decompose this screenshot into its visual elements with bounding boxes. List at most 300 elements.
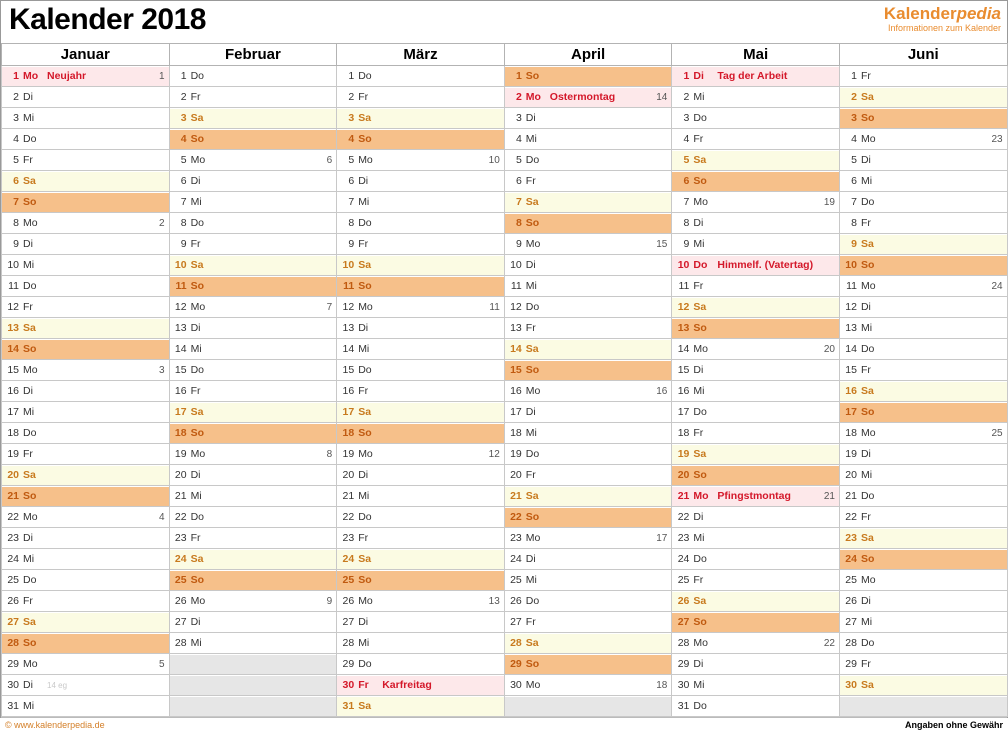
day-number: 7: [851, 196, 857, 208]
day-number: 5: [851, 154, 857, 166]
day-number: 1: [13, 70, 19, 82]
day-weekday: Sa: [693, 595, 707, 607]
day-cell: [839, 150, 1007, 171]
day-weekday: Sa: [23, 175, 36, 187]
day-number: 15: [7, 364, 19, 376]
week-number: 3: [159, 364, 165, 376]
day-weekday: Di: [525, 112, 536, 124]
day-number: 3: [13, 112, 19, 124]
day-cell: [672, 528, 840, 549]
day-weekday: Di: [860, 154, 871, 166]
day-weekday: Sa: [525, 637, 539, 649]
day-cell: [504, 192, 672, 213]
day-cell: [2, 465, 170, 486]
day-cell: [337, 591, 505, 612]
day-holiday-label: Pfingstmontag: [717, 490, 791, 502]
day-cell: [839, 444, 1007, 465]
day-number: 22: [7, 511, 19, 523]
day-number: 22: [174, 511, 187, 523]
day-number: 30: [677, 679, 690, 691]
day-number: 5: [683, 154, 690, 166]
day-number: 9: [683, 238, 690, 250]
day-cell: [337, 633, 505, 654]
day-number: 10: [7, 259, 19, 271]
brand-subtitle: Informationen zum Kalender: [887, 23, 1001, 33]
day-weekday: Fr: [358, 679, 369, 691]
day-number: 2: [515, 91, 522, 103]
day-number: 3: [683, 112, 690, 124]
week-number: 23: [991, 133, 1003, 145]
day-weekday: Fr: [525, 322, 536, 334]
day-cell: [2, 570, 170, 591]
day-number: 29: [845, 658, 857, 670]
day-number: 30: [510, 679, 522, 691]
day-weekday: Mo: [860, 427, 876, 439]
day-cell: [169, 549, 337, 570]
day-weekday: Sa: [358, 112, 372, 124]
day-number: 5: [348, 154, 355, 166]
day-weekday: Di: [693, 70, 704, 82]
brand-name-a: Kalender: [883, 4, 957, 23]
page-header: [1, 1, 1007, 43]
day-cell: [169, 87, 337, 108]
footer-copyright: © www.kalenderpedia.de: [5, 720, 105, 730]
day-number: 10: [342, 259, 355, 271]
day-number: 23: [510, 532, 522, 544]
day-cell-empty: [169, 696, 337, 717]
day-cell: [169, 66, 337, 87]
day-number: 28: [845, 637, 857, 649]
day-weekday: Mo: [525, 532, 541, 544]
calendar-row: [2, 696, 1008, 717]
day-cell: [672, 696, 840, 717]
day-cell: [504, 465, 672, 486]
day-weekday: So: [693, 469, 707, 481]
day-weekday: Di: [860, 595, 871, 607]
day-weekday: Mi: [358, 196, 370, 208]
day-number: 11: [846, 280, 857, 292]
day-cell: [839, 528, 1007, 549]
day-number: 11: [510, 280, 522, 292]
day-weekday: Di: [23, 532, 33, 544]
day-number: 9: [515, 238, 522, 250]
day-weekday: Mo: [190, 154, 206, 166]
day-cell: [839, 213, 1007, 234]
day-weekday: So: [525, 364, 540, 376]
day-number: 23: [7, 532, 19, 544]
day-weekday: So: [693, 322, 707, 334]
day-weekday: Sa: [190, 112, 204, 124]
day-weekday: Fr: [190, 385, 201, 397]
month-header-maerz: März: [337, 44, 505, 66]
day-cell: [839, 423, 1007, 444]
day-weekday: Di: [525, 259, 536, 271]
day-number: 1: [515, 70, 522, 82]
day-cell: [169, 339, 337, 360]
day-weekday: So: [190, 427, 205, 439]
day-cell: [2, 528, 170, 549]
day-cell: [2, 108, 170, 129]
calendar-row: [2, 129, 1008, 150]
day-number: 16: [510, 385, 522, 397]
calendar-row: [2, 360, 1008, 381]
day-weekday: Mo: [358, 595, 373, 607]
day-number: 17: [845, 406, 857, 418]
day-cell: [839, 381, 1007, 402]
day-weekday: Do: [693, 112, 707, 124]
day-cell: [337, 66, 505, 87]
day-holiday-label: Himmelf. (Vatertag): [717, 259, 814, 271]
day-number: 18: [174, 427, 187, 439]
calendar-row: [2, 465, 1008, 486]
day-cell: [504, 591, 672, 612]
day-number: 5: [13, 154, 19, 166]
day-cell: [672, 276, 840, 297]
day-cell: [839, 129, 1007, 150]
day-weekday: So: [190, 574, 205, 586]
day-weekday: Mi: [693, 238, 705, 250]
day-weekday: Mo: [358, 301, 373, 313]
day-cell: [672, 633, 840, 654]
day-number: 31: [342, 700, 355, 712]
day-number: 24: [342, 553, 355, 565]
day-weekday: Sa: [525, 196, 539, 208]
page-title: Kalender 2018: [9, 3, 206, 36]
day-weekday: Di: [190, 322, 201, 334]
day-weekday: Di: [860, 301, 871, 313]
day-number: 14: [677, 343, 690, 355]
day-cell: [839, 339, 1007, 360]
day-cell: [337, 549, 505, 570]
calendar-row: [2, 339, 1008, 360]
day-weekday: Fr: [190, 532, 201, 544]
day-cell: [839, 297, 1007, 318]
day-cell: [839, 465, 1007, 486]
day-number: 28: [677, 637, 690, 649]
day-weekday: Fr: [525, 175, 536, 187]
day-weekday: Fr: [358, 238, 369, 250]
day-weekday: Do: [190, 364, 205, 376]
day-number: 14: [845, 343, 857, 355]
day-cell: [2, 360, 170, 381]
day-number: 17: [677, 406, 690, 418]
day-cell: [672, 675, 840, 696]
day-weekday: Sa: [693, 154, 707, 166]
day-cell: [337, 360, 505, 381]
day-weekday: So: [190, 133, 205, 145]
day-cell: [504, 612, 672, 633]
day-cell: [2, 381, 170, 402]
day-weekday: Sa: [860, 238, 874, 250]
day-number: 24: [510, 553, 522, 565]
day-number: 27: [510, 616, 522, 628]
day-weekday: Do: [190, 511, 205, 523]
day-weekday: Fr: [860, 658, 871, 670]
day-number: 1: [683, 70, 690, 82]
day-number: 15: [174, 364, 187, 376]
calendar-row: [2, 633, 1008, 654]
day-number: 20: [677, 469, 690, 481]
day-weekday: Mo: [23, 70, 39, 82]
week-number: 10: [488, 154, 500, 166]
day-cell: [839, 570, 1007, 591]
day-holiday-label: Ostermontag: [549, 91, 616, 103]
day-weekday: Fr: [525, 469, 536, 481]
day-number: 13: [677, 322, 690, 334]
day-cell: [839, 549, 1007, 570]
day-weekday: Fr: [23, 154, 33, 166]
day-weekday: Fr: [358, 385, 369, 397]
day-number: 7: [13, 196, 19, 208]
day-weekday: Mi: [190, 490, 202, 502]
day-cell: [2, 276, 170, 297]
day-number: 28: [342, 637, 355, 649]
week-number: 17: [656, 532, 668, 544]
day-weekday: Sa: [190, 553, 204, 565]
day-weekday: Sa: [525, 343, 539, 355]
calendar-row: [2, 87, 1008, 108]
day-weekday: Do: [860, 196, 875, 208]
day-number: 6: [683, 175, 690, 187]
day-cell: [504, 129, 672, 150]
day-weekday: Mi: [693, 91, 705, 103]
day-number: 15: [677, 364, 690, 376]
day-weekday: Do: [860, 490, 875, 502]
day-weekday: Mi: [358, 343, 370, 355]
day-number: 18: [342, 427, 355, 439]
day-cell: [337, 213, 505, 234]
day-weekday: Mo: [525, 679, 541, 691]
day-number: 29: [342, 658, 355, 670]
day-cell: [337, 234, 505, 255]
page-footer: [1, 717, 1007, 732]
week-number: 11: [489, 301, 500, 313]
day-weekday: Fr: [23, 448, 33, 460]
day-number: 9: [180, 238, 187, 250]
day-weekday: Mo: [190, 595, 206, 607]
day-cell: [169, 297, 337, 318]
calendar-row: [2, 171, 1008, 192]
week-number: 15: [656, 238, 668, 250]
day-weekday: Sa: [358, 259, 372, 271]
day-number: 21: [845, 490, 857, 502]
week-number: 6: [326, 154, 333, 166]
day-cell: [504, 255, 672, 276]
day-weekday: So: [860, 553, 875, 565]
day-cell: [2, 444, 170, 465]
day-number: 4: [180, 133, 187, 145]
day-number: 3: [348, 112, 355, 124]
day-cell: [672, 591, 840, 612]
calendar-row: [2, 381, 1008, 402]
day-number: 12: [174, 301, 187, 313]
month-header-mai: Mai: [672, 44, 840, 66]
day-weekday: Sa: [358, 553, 372, 565]
day-cell-empty: [504, 696, 672, 717]
day-cell: [337, 381, 505, 402]
day-weekday: Mi: [23, 112, 35, 124]
day-cell: [672, 213, 840, 234]
day-number: 15: [342, 364, 355, 376]
day-number: 26: [174, 595, 187, 607]
day-cell: [337, 654, 505, 675]
day-number: 27: [677, 616, 690, 628]
day-weekday: Mi: [23, 553, 35, 565]
day-number: 1: [348, 70, 355, 82]
day-weekday: Fr: [860, 511, 871, 523]
day-cell: [169, 213, 337, 234]
calendar-row: [2, 507, 1008, 528]
day-weekday: Do: [860, 343, 875, 355]
day-cell: [337, 339, 505, 360]
day-cell: [337, 318, 505, 339]
day-cell: [2, 612, 170, 633]
day-number: 25: [677, 574, 690, 586]
day-cell: [169, 633, 337, 654]
day-weekday: Do: [358, 364, 372, 376]
day-number: 28: [174, 637, 187, 649]
week-number: 13: [488, 595, 500, 607]
day-cell: [672, 486, 840, 507]
day-cell: [169, 234, 337, 255]
day-cell: [839, 591, 1007, 612]
day-number: 21: [342, 490, 355, 502]
day-weekday: Di: [693, 364, 704, 376]
day-number: 5: [180, 154, 187, 166]
calendar-row: [2, 591, 1008, 612]
calendar-row: [2, 108, 1008, 129]
day-weekday: Mi: [860, 616, 873, 628]
day-weekday: So: [860, 112, 875, 124]
day-number: 5: [515, 154, 522, 166]
week-number: 7: [326, 301, 333, 313]
day-number: 23: [845, 532, 857, 544]
day-holiday-label: Neujahr: [47, 70, 87, 82]
day-number: 23: [677, 532, 690, 544]
day-cell: [672, 612, 840, 633]
day-cell: [169, 108, 337, 129]
day-cell: [504, 276, 672, 297]
day-weekday: Fr: [693, 280, 704, 292]
day-number: 8: [348, 217, 355, 229]
day-cell: [2, 339, 170, 360]
day-weekday: Di: [23, 238, 33, 250]
day-note: 14 eg: [47, 681, 68, 690]
day-number: 4: [515, 133, 522, 145]
day-cell: [672, 444, 840, 465]
day-weekday: Mo: [693, 637, 708, 649]
day-weekday: So: [23, 196, 37, 208]
month-header-juni: Juni: [839, 44, 1007, 66]
day-cell: [337, 255, 505, 276]
week-number: 12: [488, 448, 500, 460]
day-cell: [337, 696, 505, 717]
day-number: 26: [7, 595, 19, 607]
day-weekday: Do: [23, 574, 37, 586]
day-cell: [2, 486, 170, 507]
day-weekday: Di: [358, 616, 369, 628]
day-number: 17: [174, 406, 187, 418]
day-number: 8: [13, 217, 19, 229]
day-weekday: Mi: [525, 427, 537, 439]
day-cell: [2, 255, 170, 276]
day-number: 15: [510, 364, 522, 376]
day-cell: [504, 654, 672, 675]
calendar-table: [1, 43, 1008, 717]
day-number: 14: [342, 343, 355, 355]
week-number: 19: [823, 196, 835, 208]
month-header-row: [2, 44, 1008, 66]
calendar-row: [2, 255, 1008, 276]
day-weekday: Sa: [358, 700, 372, 712]
day-number: 26: [510, 595, 522, 607]
day-number: 22: [677, 511, 690, 523]
day-weekday: Di: [525, 406, 536, 418]
day-cell: [504, 297, 672, 318]
day-cell: [169, 507, 337, 528]
day-cell: [337, 108, 505, 129]
day-cell: [839, 612, 1007, 633]
day-cell: [2, 549, 170, 570]
day-weekday: Fr: [693, 427, 704, 439]
day-cell: [337, 423, 505, 444]
day-weekday: So: [525, 217, 540, 229]
day-cell: [504, 381, 672, 402]
day-weekday: Di: [525, 553, 536, 565]
day-weekday: Mi: [23, 406, 35, 418]
week-number: 9: [326, 595, 333, 607]
day-number: 1: [851, 70, 857, 82]
day-number: 29: [7, 658, 19, 670]
day-number: 20: [342, 469, 355, 481]
day-weekday: Fr: [190, 91, 201, 103]
day-number: 26: [342, 595, 355, 607]
day-cell: [504, 318, 672, 339]
day-cell: [839, 486, 1007, 507]
day-number: 7: [348, 196, 355, 208]
day-cell: [337, 129, 505, 150]
day-weekday: So: [693, 175, 707, 187]
day-cell: [504, 675, 672, 696]
day-weekday: Fr: [860, 364, 871, 376]
day-number: 4: [683, 133, 690, 145]
day-cell: [2, 696, 170, 717]
day-weekday: Sa: [190, 406, 204, 418]
day-weekday: Mo: [23, 511, 38, 523]
day-cell: [504, 633, 672, 654]
day-cell: [337, 486, 505, 507]
day-weekday: So: [190, 280, 205, 292]
day-cell: [169, 150, 337, 171]
brand-name: [884, 5, 1001, 23]
day-number: 4: [348, 133, 355, 145]
day-weekday: Di: [23, 385, 33, 397]
day-weekday: Fr: [860, 217, 871, 229]
day-weekday: Do: [693, 553, 707, 565]
day-cell: [2, 171, 170, 192]
day-weekday: Do: [693, 406, 707, 418]
calendar-row: [2, 549, 1008, 570]
day-number: 15: [845, 364, 857, 376]
day-cell: [839, 654, 1007, 675]
day-number: 14: [174, 343, 187, 355]
day-number: 10: [845, 259, 857, 271]
day-cell: [337, 465, 505, 486]
day-number: 20: [510, 469, 522, 481]
day-number: 13: [845, 322, 857, 334]
day-weekday: Di: [358, 175, 369, 187]
day-weekday: So: [525, 511, 540, 523]
